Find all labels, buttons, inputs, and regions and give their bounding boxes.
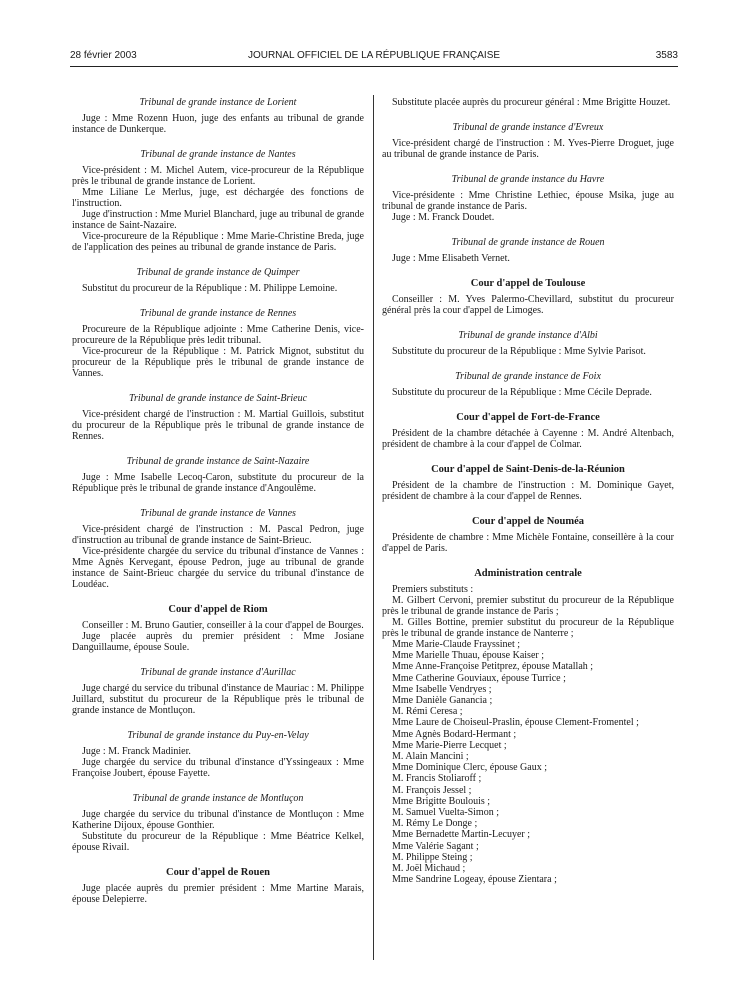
tribunal-heading: Tribunal de grande instance de Saint-Brieuc: [128, 393, 308, 404]
section: [72, 308, 364, 379]
section: [382, 237, 674, 264]
appointment-paragraph: Présidente de chambre : Mme Michèle Fontaine, conseillère à la cour d'appel de Paris.: [382, 532, 674, 554]
appointment-paragraph: Juge chargé du service du tribunal d'instance de Mauriac : M. Philippe Juillard, substitut du procureur de la République près le tribunal de grande instance de Montluçon.: [72, 683, 364, 716]
appointment-paragraph: Vice-présidente : Mme Christine Lethiec, épouse Msika, juge au tribunal de grande instance de Paris.: [382, 190, 674, 212]
tribunal-heading: Tribunal de grande instance de Lorient: [139, 97, 297, 108]
list-item: M. Alain Mancini ;: [392, 751, 469, 763]
header-title: JOURNAL OFFICIEL DE LA RÉPUBLIQUE FRANÇAISE: [247, 50, 501, 61]
page-header: [0, 50, 748, 64]
tribunal-heading: Tribunal de grande instance d'Aurillac: [140, 667, 296, 678]
section: [72, 393, 364, 442]
appointment-paragraph: Vice-procureur de la République : M. Patrick Mignot, substitut du procureur de la République près le tribunal de grande instance de Vannes.: [72, 346, 364, 379]
list-item: Mme Agnès Bodard-Hermant ;: [392, 728, 517, 740]
column-divider: [373, 95, 374, 960]
header-date: 28 février 2003: [70, 50, 137, 61]
list-item: Mme Valérie Sagant ;: [392, 840, 479, 852]
tribunal-heading: Tribunal de grande instance de Nantes: [140, 149, 296, 160]
appointment-paragraph: Juge : M. Franck Madinier.: [82, 746, 191, 757]
appointment-paragraph: Juge : Mme Rozenn Huon, juge des enfants au tribunal de grande instance de Dunkerque.: [72, 113, 364, 135]
header-rule: [70, 66, 678, 67]
section: [72, 267, 364, 294]
appointment-paragraph: Substitute du procureur de la République : Mme Sylvie Parisot.: [392, 346, 646, 357]
appointment-paragraph: Vice-président chargé de l'instruction : M. Martial Guillois, substitut du procureur de la République près le tribunal de grande instance de Rennes.: [72, 409, 364, 442]
section: [382, 97, 674, 108]
court-heading: Cour d'appel de Saint-Denis-de-la-Réunion: [431, 464, 625, 475]
section: [72, 730, 364, 779]
appointment-paragraph: Premiers substituts :: [392, 584, 474, 595]
appointment-paragraph: Vice-président : M. Michel Autem, vice-procureur de la République près le tribunal de grande instance de Lorient.: [72, 165, 364, 187]
appointment-paragraph: Président de la chambre de l'instruction : M. Dominique Gayet, président de chambre à la cour d'appel de Rennes.: [382, 480, 674, 502]
page-number: 3583: [655, 50, 678, 61]
section: [72, 149, 364, 253]
appointment-paragraph: Juge chargée du service du tribunal d'instance d'Yssingeaux : Mme Françoise Joubert, épouse Fayette.: [72, 757, 364, 779]
appointment-paragraph: Mme Liliane Le Merlus, juge, est déchargée des fonctions de l'instruction.: [72, 187, 364, 209]
section: [382, 412, 674, 450]
court-heading: Cour d'appel de Fort-de-France: [456, 412, 600, 423]
court-heading: Cour d'appel de Riom: [168, 604, 268, 615]
appointment-paragraph: Vice-procureure de la République : Mme Marie-Christine Breda, juge de l'application des peines au tribunal de grande instance de Paris.: [72, 231, 364, 253]
list-item: Mme Danièle Ganancia ;: [392, 695, 493, 707]
list-item: Mme Marielle Thuau, épouse Kaiser ;: [392, 650, 544, 662]
list-item: Mme Sandrine Logeay, épouse Zientara ;: [392, 874, 557, 886]
tribunal-heading: Tribunal de grande instance du Puy-en-Velay: [127, 730, 309, 741]
tribunal-heading: Tribunal de grande instance de Montluçon: [132, 793, 304, 804]
court-heading: Administration centrale: [474, 568, 582, 579]
tribunal-heading: Tribunal de grande instance de Vannes: [140, 508, 296, 519]
appointment-paragraph: Conseiller : M. Bruno Gautier, conseiller à la cour d'appel de Bourges.: [82, 620, 364, 631]
section: [382, 371, 674, 398]
tribunal-heading: Tribunal de grande instance du Havre: [451, 174, 605, 185]
appointment-paragraph: Substitute du procureur de la République : Mme Béatrice Kelkel, épouse Rivail.: [72, 831, 364, 853]
appointment-paragraph: Vice-président chargé de l'instruction : M. Pascal Pedron, juge d'instruction au tribunal de grande instance de Saint-Brieuc.: [72, 524, 364, 546]
list-item: M. Francis Stoliaroff ;: [392, 773, 482, 785]
section: [72, 456, 364, 494]
tribunal-heading: Tribunal de grande instance de Saint-Nazaire: [126, 456, 310, 467]
court-heading: Cour d'appel de Nouméa: [471, 516, 585, 527]
list-item: M. Philippe Steing ;: [392, 851, 473, 863]
section: [382, 174, 674, 223]
appointment-paragraph: Vice-présidente chargée du service du tribunal d'instance de Vannes : Mme Agnès Kervegant, épouse Pedron, juge au tribunal de grande instance de Saint-Brieuc chargée du service du tribunal d'instance de Loudéac.: [72, 546, 364, 590]
tribunal-heading: Tribunal de grande instance de Rennes: [139, 308, 297, 319]
tribunal-heading: Tribunal de grande instance de Quimper: [136, 267, 300, 278]
section: [382, 568, 674, 885]
section: [382, 122, 674, 160]
list-item: M. Rémy Le Donge ;: [392, 818, 478, 830]
court-heading: Cour d'appel de Rouen: [166, 867, 270, 878]
appointment-paragraph: Procureure de la République adjointe : Mme Catherine Denis, vice-procureure de la République près ledit tribunal.: [72, 324, 364, 346]
appointment-paragraph: Vice-président chargé de l'instruction : M. Yves-Pierre Droguet, juge au tribunal de grande instance de Paris.: [382, 138, 674, 160]
list-item: Mme Laure de Choiseul-Praslin, épouse Clement-Fromentel ;: [392, 717, 639, 729]
tribunal-heading: Tribunal de grande instance d'Evreux: [452, 122, 604, 133]
list-item: Mme Marie-Pierre Lecquet ;: [392, 739, 507, 751]
appointment-paragraph: Juge : Mme Isabelle Lecoq-Caron, substitute du procureur de la République près le tribunal de grande instance d'Angoulême.: [72, 472, 364, 494]
list-item: M. Joël Michaud ;: [392, 863, 466, 875]
list-item: Mme Bernadette Martin-Lecuyer ;: [392, 829, 530, 841]
list-item: M. Samuel Vuelta-Simon ;: [392, 807, 499, 819]
list-item: M. Rémi Ceresa ;: [392, 706, 463, 718]
section: [72, 793, 364, 853]
section: [382, 464, 674, 502]
list-item: Mme Catherine Gouviaux, épouse Turrice ;: [392, 672, 566, 684]
appointment-paragraph: Conseiller : M. Yves Palermo-Chevillard, substitut du procureur général près la cour d'appel de Limoges.: [382, 294, 674, 316]
appointment-paragraph: Juge d'instruction : Mme Muriel Blanchard, juge au tribunal de grande instance de Saint-Nazaire.: [72, 209, 365, 231]
list-item: Mme Brigitte Boulouis ;: [392, 795, 491, 807]
appointment-paragraph: Juge placée auprès du premier président : Mme Josiane Danguillaume, épouse Soule.: [72, 631, 364, 653]
appointment-paragraph: Juge placée auprès du premier président : Mme Martine Marais, épouse Delepierre.: [72, 883, 364, 905]
section: [382, 278, 674, 316]
section: [382, 330, 674, 357]
section: [382, 516, 674, 554]
section: [72, 97, 364, 135]
right-column: [382, 97, 674, 885]
appointment-paragraph: Juge chargée du service du tribunal d'instance de Montluçon : Mme Katherine Dijoux, épouse Gonthier.: [72, 809, 364, 831]
appointment-paragraph: Juge : Mme Elisabeth Vernet.: [392, 253, 510, 264]
left-column: [72, 97, 364, 905]
appointment-paragraph: Président de la chambre détachée à Cayenne : M. André Altenbach, président de chambre à la cour d'appel de Colmar.: [382, 428, 674, 450]
tribunal-heading: Tribunal de grande instance d'Albi: [458, 330, 598, 341]
list-item: Mme Anne-Françoise Petitprez, épouse Matallah ;: [392, 661, 594, 673]
tribunal-heading: Tribunal de grande instance de Foix: [455, 371, 601, 382]
list-item: Mme Isabelle Vendryes ;: [392, 683, 492, 695]
tribunal-heading: Tribunal de grande instance de Rouen: [451, 237, 605, 248]
list-item: Mme Marie-Claude Frayssinet ;: [392, 639, 521, 650]
appointment-paragraph: M. Gilles Bottine, premier substitut du procureur de la République près le tribunal de grande instance de Nanterre ;: [382, 617, 674, 639]
list-item: M. François Jessel ;: [392, 784, 472, 796]
court-heading: Cour d'appel de Toulouse: [470, 278, 586, 289]
section: [72, 508, 364, 590]
section: [72, 604, 364, 653]
appointment-paragraph: M. Gilbert Cervoni, premier substitut du procureur de la République près le tribunal de grande instance de Paris ;: [382, 595, 674, 617]
section: [72, 667, 364, 716]
appointment-paragraph: Substitut du procureur de la République : M. Philippe Lemoine.: [82, 283, 338, 294]
appointment-paragraph: Substitute placée auprès du procureur général : Mme Brigitte Houzet.: [392, 97, 671, 108]
appointment-paragraph: Juge : M. Franck Doudet.: [392, 212, 495, 223]
appointment-paragraph: Substitute du procureur de la République : Mme Cécile Deprade.: [392, 387, 652, 398]
list-item: Mme Dominique Clerc, épouse Gaux ;: [392, 762, 547, 774]
section: [72, 867, 364, 905]
